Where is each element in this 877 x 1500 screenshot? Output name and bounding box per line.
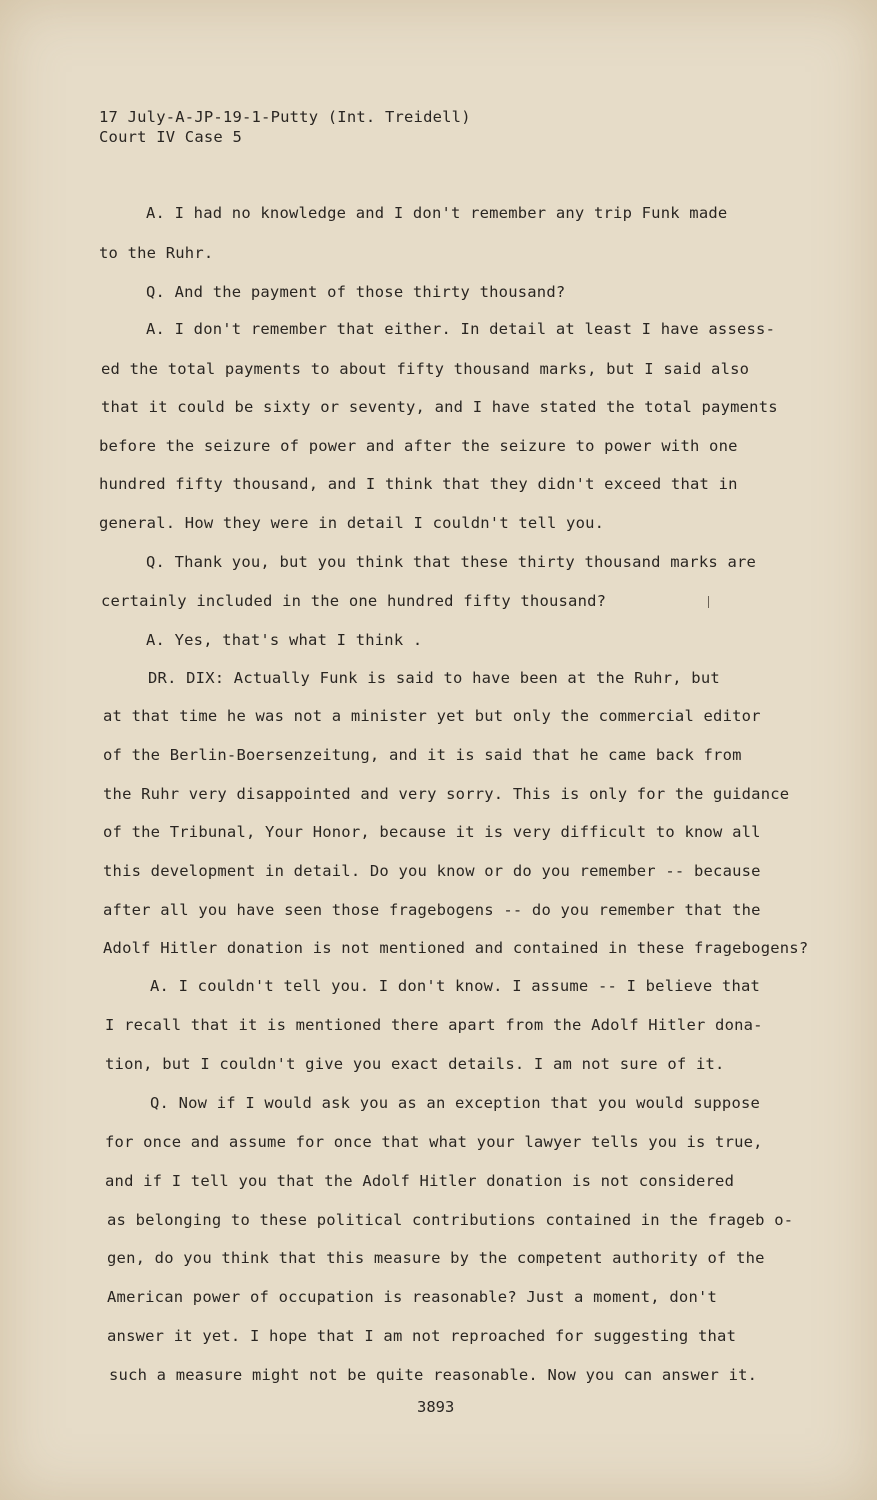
transcript-line: that it could be sixty or seventy, and I have stated the total payments (101, 398, 778, 416)
header-line-2: Court IV Case 5 (99, 128, 242, 146)
transcript-line: the Ruhr very disappointed and very sorry. This is only for the guidance (103, 785, 790, 803)
transcript-line: of the Tribunal, Your Honor, because it is very difficult to know all (103, 823, 761, 841)
transcript-line: at that time he was not a minister yet but only the commercial editor (103, 707, 761, 725)
transcript-line: I recall that it is mentioned there apart from the Adolf Hitler dona- (105, 1016, 763, 1034)
transcript-line: as belonging to these political contributions contained in the frageb o- (107, 1211, 794, 1229)
transcript-line: this development in detail. Do you know or do you remember -- because (103, 862, 761, 880)
transcript-line: Adolf Hitler donation is not mentioned and contained in these fragebogens? (103, 939, 809, 957)
transcript-line: after all you have seen those fragebogens -- do you remember that the (103, 901, 761, 919)
stray-pen-mark (708, 596, 709, 608)
transcript-line: and if I tell you that the Adolf Hitler donation is not considered (105, 1172, 735, 1190)
transcript-line: for once and assume for once that what your lawyer tells you is true, (105, 1133, 763, 1151)
transcript-line: A. I had no knowledge and I don't remember any trip Funk made (146, 204, 728, 222)
transcript-line: to the Ruhr. (99, 244, 214, 262)
transcript-line: A. I couldn't tell you. I don't know. I assume -- I believe that (150, 977, 761, 995)
transcript-line: answer it yet. I hope that I am not reproached for suggesting that (107, 1327, 737, 1345)
page-number: 3893 (417, 1398, 455, 1416)
transcript-line: Q. And the payment of those thirty thousand? (146, 283, 566, 301)
header-line-1: 17 July-A-JP-19-1-Putty (Int. Treidell) (99, 108, 471, 126)
transcript-line: Q. Thank you, but you think that these thirty thousand marks are (146, 553, 757, 571)
transcript-line: A. I don't remember that either. In detail at least I have assess- (146, 320, 776, 338)
transcript-line: A. Yes, that's what I think . (146, 631, 423, 649)
transcript-line: before the seizure of power and after the seizure to power with one (99, 437, 738, 455)
transcript-line: hundred fifty thousand, and I think that they didn't exceed that in (99, 475, 738, 493)
transcript-line: general. How they were in detail I couldn't tell you. (99, 514, 605, 532)
transcript-line: such a measure might not be quite reasonable. Now you can answer it. (109, 1366, 758, 1384)
transcript-line: American power of occupation is reasonable? Just a moment, don't (107, 1288, 718, 1306)
transcript-line: gen, do you think that this measure by the competent authority of the (107, 1249, 765, 1267)
transcript-line: DR. DIX: Actually Funk is said to have been at the Ruhr, but (148, 669, 720, 687)
transcript-line: certainly included in the one hundred fifty thousand? (101, 592, 607, 610)
transcript-line: of the Berlin-Boersenzeitung, and it is said that he came back from (103, 746, 742, 764)
transcript-line: Q. Now if I would ask you as an exception that you would suppose (150, 1094, 761, 1112)
transcript-line: tion, but I couldn't give you exact details. I am not sure of it. (105, 1055, 725, 1073)
transcript-line: ed the total payments to about fifty thousand marks, but I said also (101, 360, 750, 378)
